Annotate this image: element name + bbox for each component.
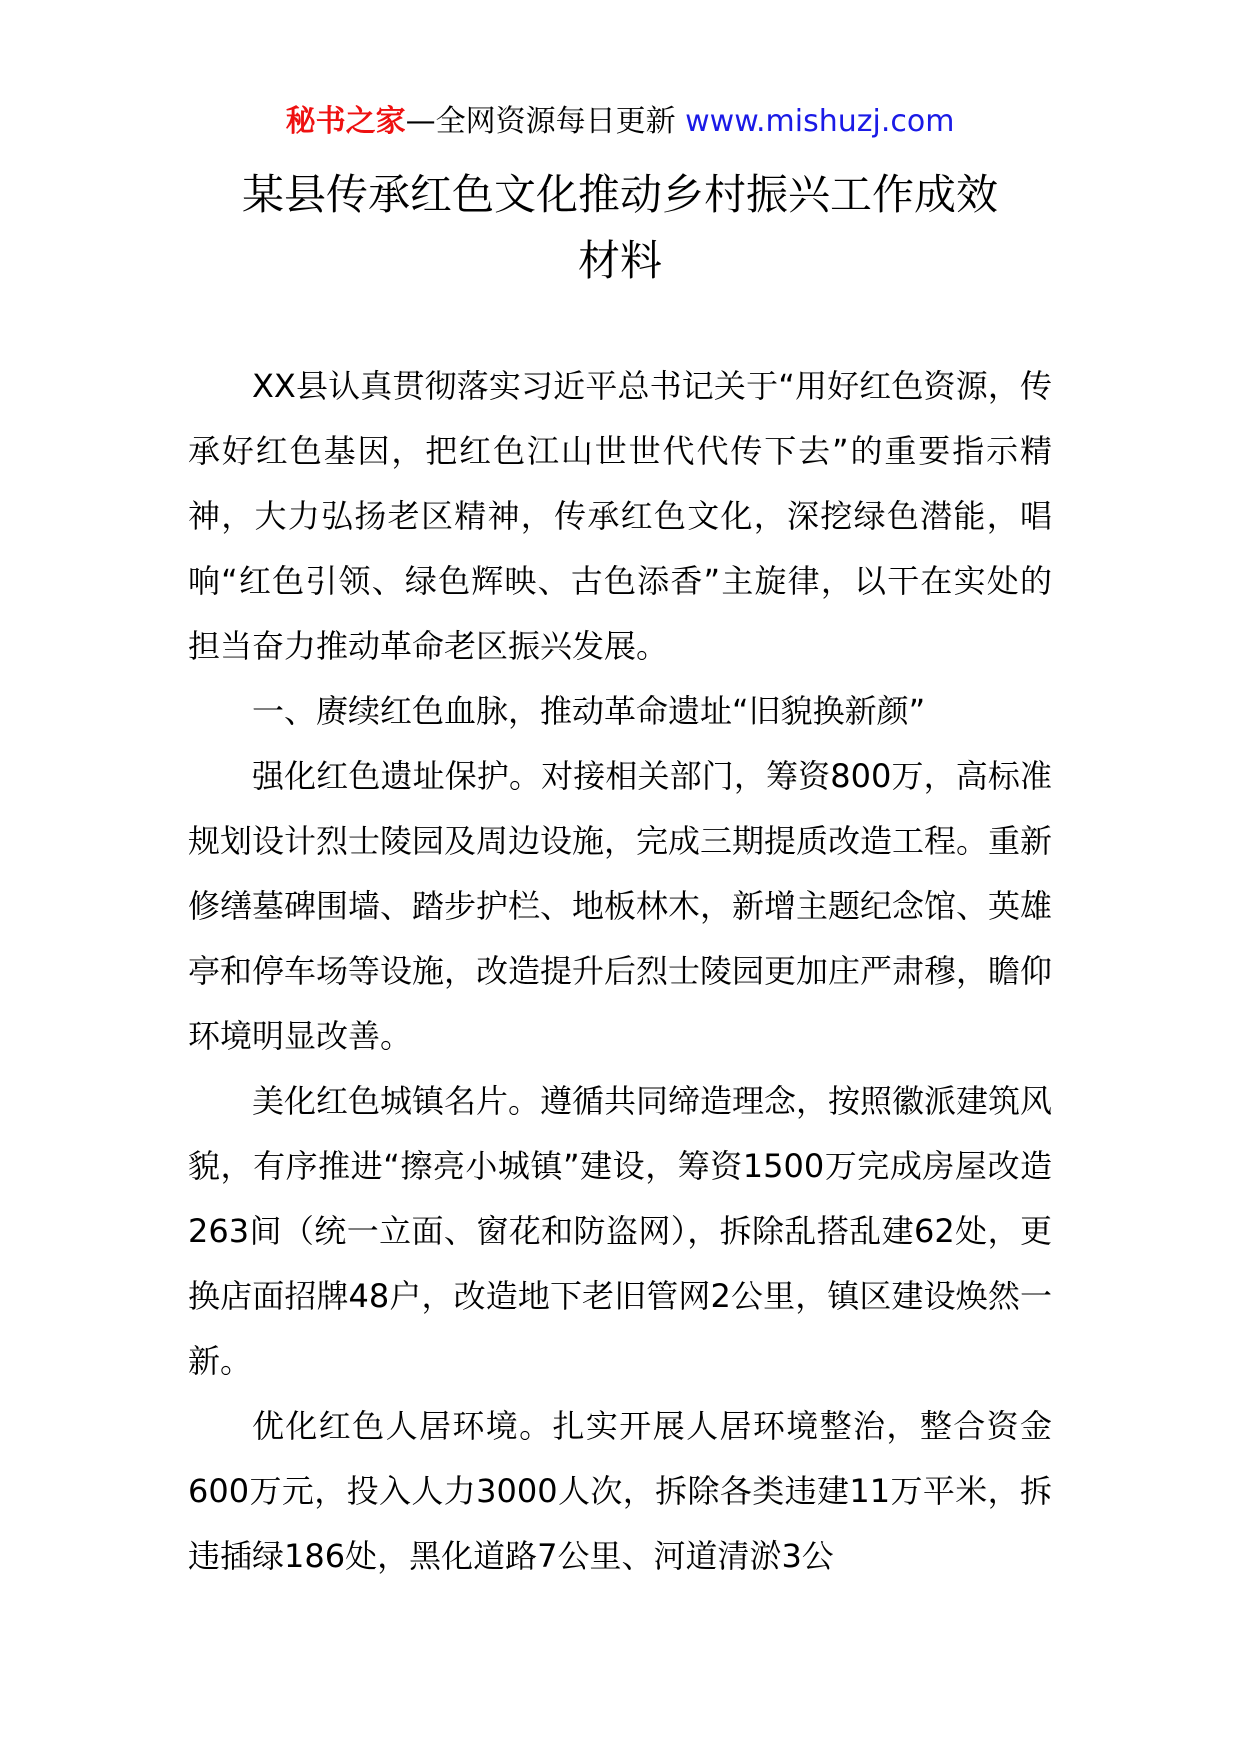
site-header	[0, 100, 1240, 144]
paragraph-red-town: 美化红色城镇名片。遵循共同缔造理念，按照徽派建筑风貌，有序推进“擦亮小城镇”建设，筹资1500万完成房屋改造263间（统一立面、窗花和防盗网），拆除乱搭乱建62处，更换店面招牌48户，改造地下老旧管网2公里，镇区建设焕然一新。	[188, 1082, 1053, 1380]
section-heading-1: 一、赓续红色血脉，推动革命遗址“旧貌换新颜”	[252, 692, 926, 730]
paragraph-red-sites: 强化红色遗址保护。对接相关部门，筹资800万，高标准规划设计烈士陵园及周边设施，完成三期提质改造工程。重新修缮墓碑围墙、踏步护栏、地板林木，新增主题纪念馆、英雄亭和停车场等设施，改造提升后烈士陵园更加庄严肃穆，瞻仰环境明显改善。	[188, 757, 1053, 1055]
document-title-line-2: 材料	[577, 236, 662, 285]
site-url-link[interactable]: www.mishuzj.com	[685, 104, 955, 139]
document-body	[188, 354, 1052, 1589]
document-title-line-1: 某县传承红色文化推动乡村振兴工作成效	[241, 170, 998, 219]
paragraph-red-living: 优化红色人居环境。扎实开展人居环境整治，整合资金600万元，投入人力3000人次，拆除各类违建11万平米，拆违插绿186处，黑化道路7公里、河道清淤3公	[188, 1407, 1052, 1575]
paragraph-intro: XX县认真贯彻落实习近平总书记关于“用好红色资源，传承好红色基因，把红色江山世世代代传下去”的重要指示精神，大力弘扬老区精神，传承红色文化，深挖绿色潜能，唱响“红色引领、绿色辉映、古色添香”主旋律，以干在实处的担当奋力推动革命老区振兴发展。	[188, 367, 1052, 665]
site-name: 秘书之家	[285, 104, 406, 139]
document-title	[190, 162, 1050, 294]
site-tagline: —全网资源每日更新	[405, 104, 676, 139]
